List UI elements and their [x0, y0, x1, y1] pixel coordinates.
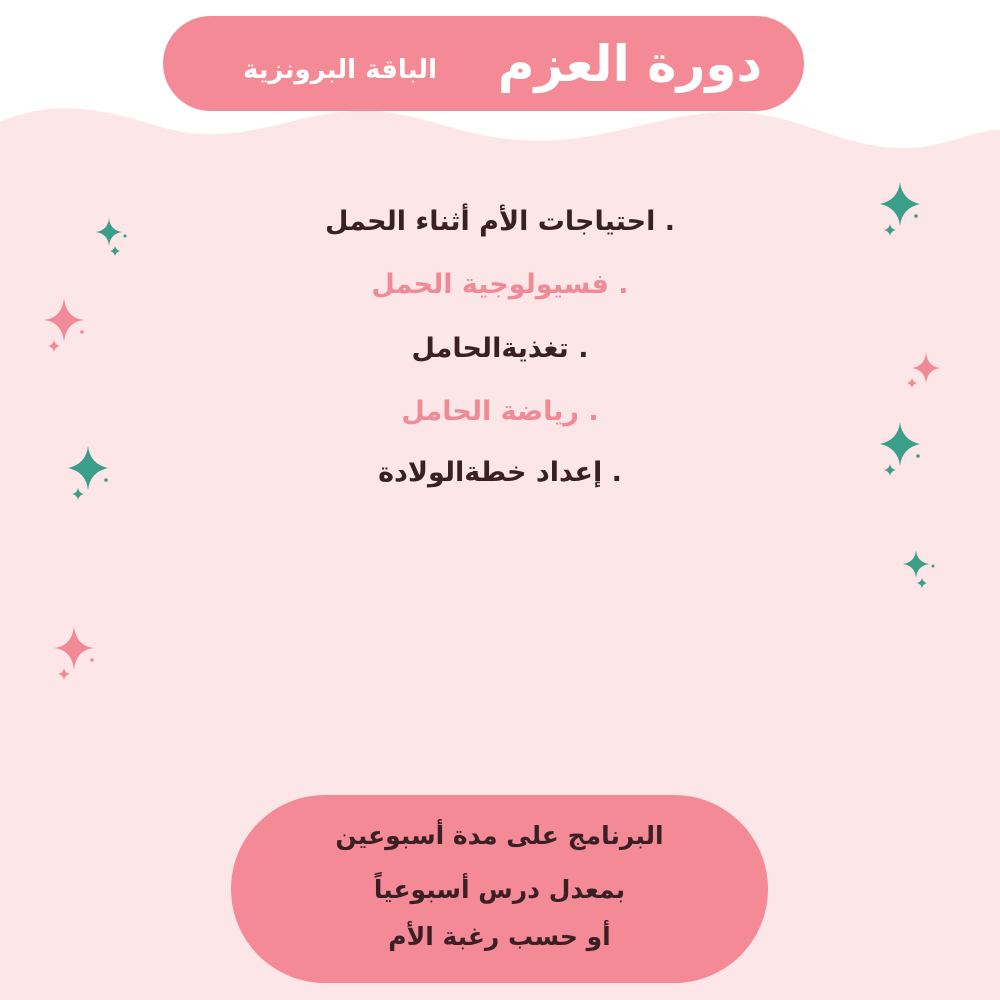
sparkle-icon: [40, 296, 90, 360]
footer-duration: البرنامج على مدة أسبوعين: [335, 821, 664, 850]
sparkle-icon: [64, 444, 114, 506]
sparkle-icon: [900, 548, 940, 592]
topic-item-needs: . احتياجات الأم أثناء الحمل: [324, 206, 676, 237]
topic-item-exercise: . رياضة الحامل: [401, 396, 599, 427]
topic-item-birth-plan: . إعداد خطةالولادة: [378, 457, 622, 488]
sparkle-icon: [876, 420, 926, 482]
footer-flexibility: أو حسب رغبة الأم: [388, 922, 611, 951]
footer-frequency: بمعدل درس أسبوعياً: [373, 875, 626, 904]
sparkle-icon: [50, 624, 100, 688]
sparkle-icon: [93, 216, 133, 260]
sparkle-icon: [902, 350, 946, 394]
course-title: دورة العزم: [497, 35, 763, 93]
sparkle-icon: [876, 180, 926, 240]
topic-item-physiology: . فسيولوجية الحمل: [371, 269, 629, 300]
package-label: الباقة البرونزية: [243, 55, 437, 85]
topic-item-nutrition: . تغذيةالحامل: [411, 333, 589, 364]
